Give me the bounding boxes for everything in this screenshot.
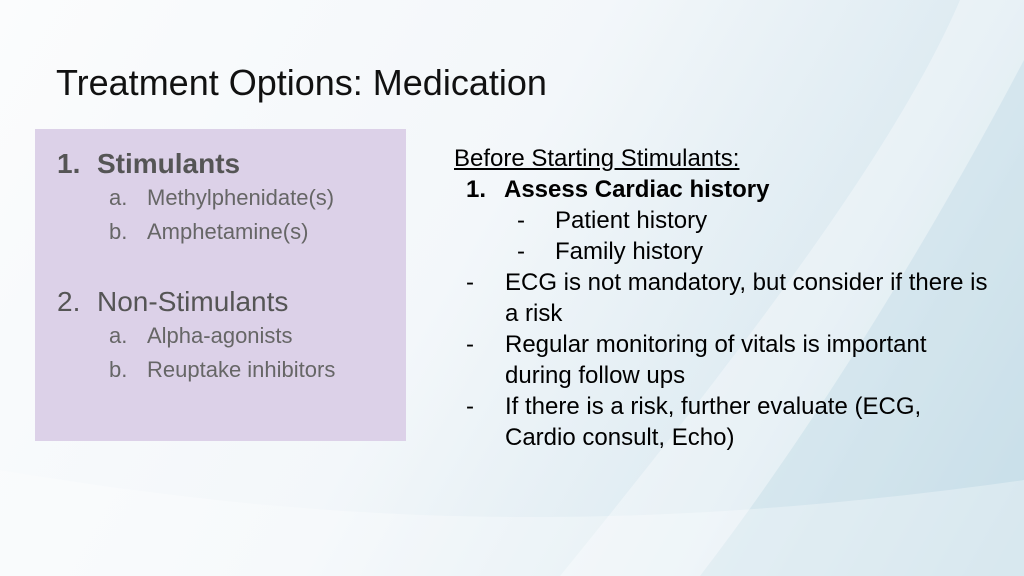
item-text: Alpha-agonists	[147, 323, 293, 348]
dash-marker: -	[466, 331, 474, 358]
item-text: Regular monitoring of vitals is important during follow ups	[505, 331, 927, 389]
item-text: Methylphenidate(s)	[147, 185, 335, 210]
item-letter: b.	[109, 357, 128, 382]
numbered-item	[454, 174, 994, 205]
dash-marker: -	[466, 269, 474, 296]
item-number: 1.	[466, 176, 487, 203]
category-stimulants	[57, 147, 406, 181]
item-letter: b.	[109, 219, 128, 244]
list-item	[57, 319, 406, 353]
item-text: Amphetamine(s)	[147, 219, 309, 244]
item-text: Patient history	[555, 207, 708, 234]
dash-marker: -	[466, 393, 474, 420]
item-text: Reuptake inhibitors	[147, 357, 336, 382]
list-item	[57, 181, 406, 215]
slide-title: Treatment Options: Medication	[56, 62, 547, 103]
precautions-heading: Before Starting Stimulants:	[454, 145, 740, 172]
category-non-stimulants	[57, 285, 406, 319]
dash-marker: -	[517, 207, 525, 234]
list-item	[454, 205, 994, 236]
list-item	[454, 391, 994, 453]
item-letter: a.	[109, 185, 128, 210]
list-item	[454, 267, 994, 329]
item-text: ECG is not mandatory, but consider if there is a risk	[505, 269, 988, 327]
category-number: 2.	[57, 286, 81, 317]
stimulant-precautions	[454, 143, 994, 453]
category-label: Stimulants	[97, 148, 241, 179]
category-number: 1.	[57, 148, 81, 179]
item-text: Family history	[555, 238, 704, 265]
item-text: If there is a risk, further evaluate (ECG, Cardio consult, Echo)	[505, 393, 922, 451]
item-letter: a.	[109, 323, 128, 348]
list-item	[454, 329, 994, 391]
category-label: Non-Stimulants	[97, 286, 289, 317]
dash-marker: -	[517, 238, 525, 265]
medication-categories-panel	[35, 129, 406, 441]
list-item	[57, 215, 406, 249]
list-item	[57, 353, 406, 387]
list-item	[454, 236, 994, 267]
item-text: Assess Cardiac history	[504, 176, 770, 203]
